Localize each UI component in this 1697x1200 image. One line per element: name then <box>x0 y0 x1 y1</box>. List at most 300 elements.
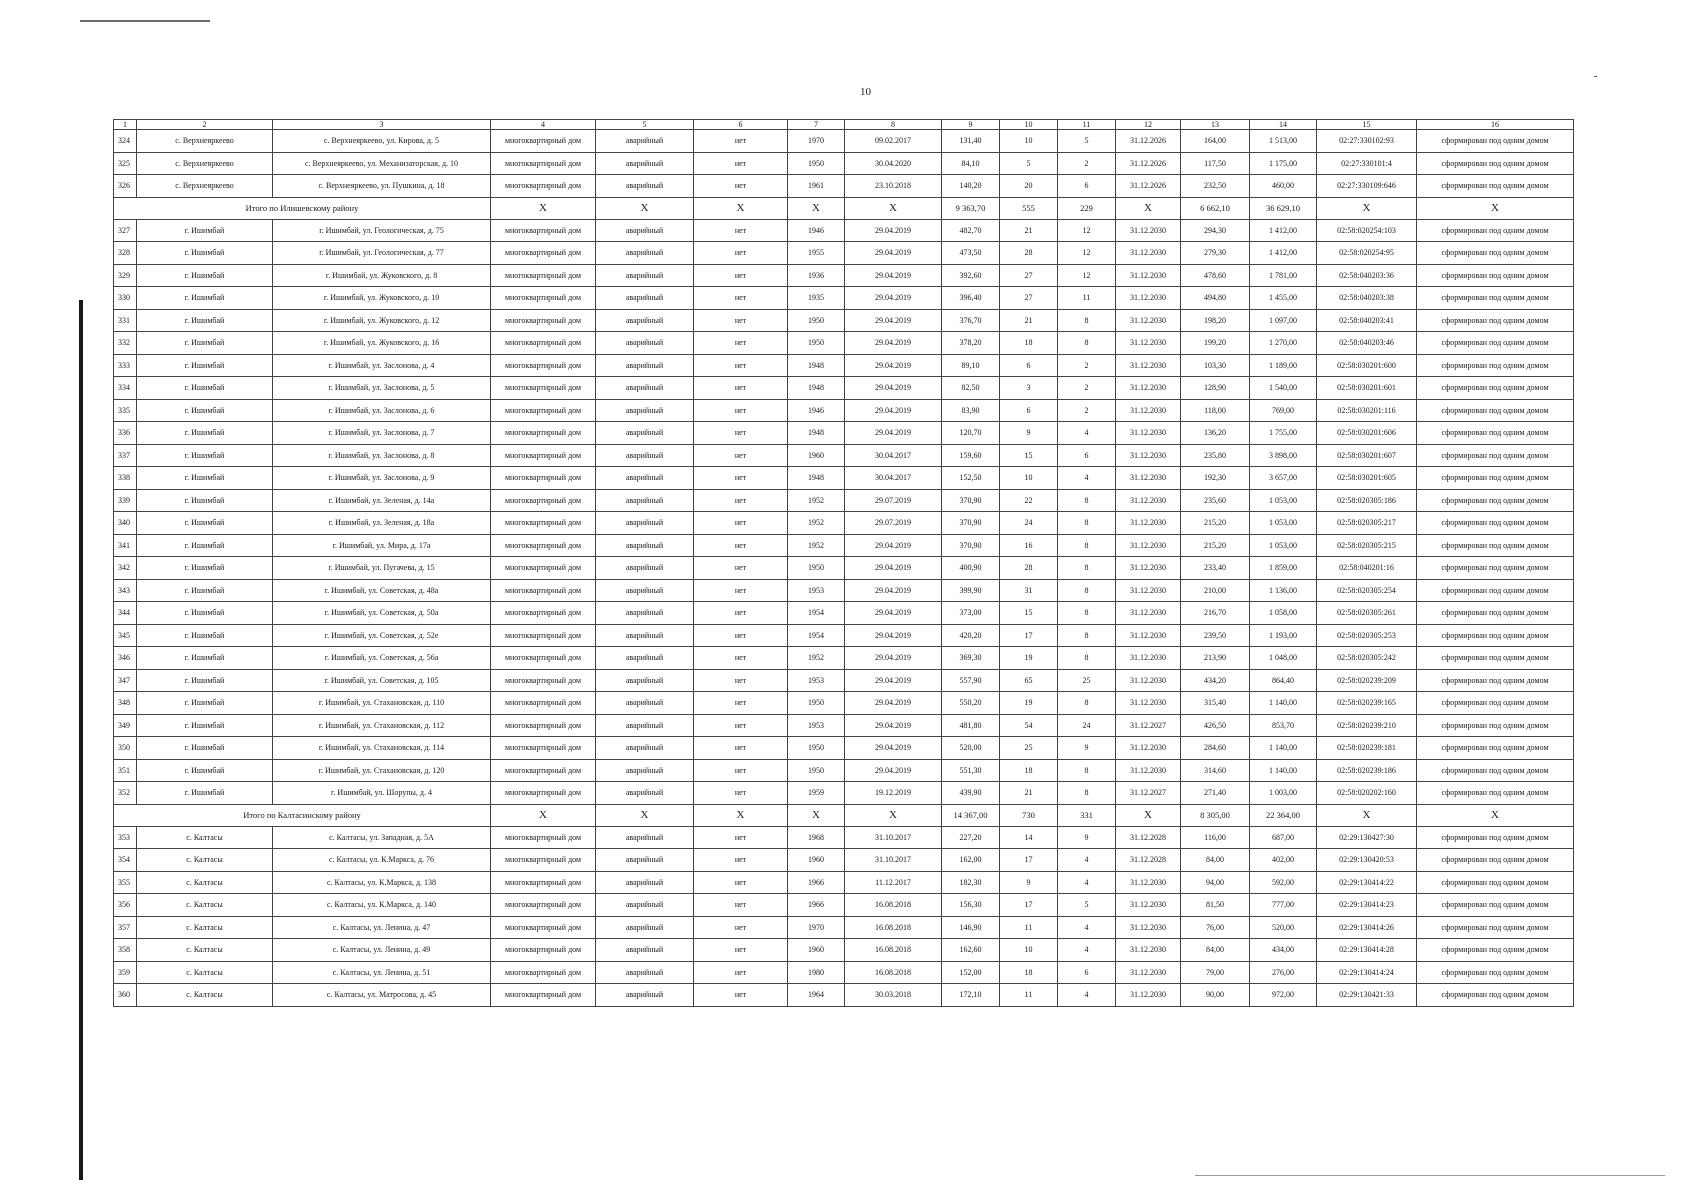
table-cell: 6 <box>1058 444 1116 467</box>
table-cell: 29.04.2019 <box>845 534 942 557</box>
table-cell: 315,40 <box>1181 692 1250 715</box>
table-cell: 972,00 <box>1250 984 1317 1007</box>
table-row <box>114 961 1574 984</box>
table-cell: многоквартирный дом <box>491 557 596 580</box>
table-cell: сформирован под одним домом <box>1417 399 1574 422</box>
table-cell: нет <box>694 309 788 332</box>
table-cell: с. Верхнеяркеево, ул. Пушкина, д. 18 <box>273 175 491 198</box>
table-cell: г. Ишимбай, ул. Шорупы, д. 4 <box>273 782 491 805</box>
table-cell: г. Ишимбай, ул. Жуковского, д. 16 <box>273 332 491 355</box>
table-cell: аварийный <box>596 219 694 242</box>
table-cell: 116,00 <box>1181 826 1250 849</box>
table-cell: многоквартирный дом <box>491 916 596 939</box>
table-cell: сформирован под одним домом <box>1417 332 1574 355</box>
row-number-cell: 324 <box>114 130 137 153</box>
table-cell: 235,60 <box>1181 489 1250 512</box>
table-cell: многоквартирный дом <box>491 422 596 445</box>
table-cell: 1960 <box>788 939 845 962</box>
table-cell: 1 097,00 <box>1250 309 1317 332</box>
table-cell: с. Верхнеяркеево <box>137 130 273 153</box>
row-number-cell: 351 <box>114 759 137 782</box>
table-cell: 31.12.2026 <box>1116 152 1181 175</box>
table-cell: 172,10 <box>942 984 1000 1007</box>
table-cell: многоквартирный дом <box>491 961 596 984</box>
table-cell: 4 <box>1058 467 1116 490</box>
row-number-cell: 330 <box>114 287 137 310</box>
table-cell: 592,00 <box>1250 871 1317 894</box>
table-cell: 25 <box>1000 737 1058 760</box>
table-cell: аварийный <box>596 489 694 512</box>
table-cell: нет <box>694 624 788 647</box>
row-number-cell: 352 <box>114 782 137 805</box>
table-cell: 12 <box>1058 219 1116 242</box>
table-cell: 29.04.2019 <box>845 579 942 602</box>
table-cell: 239,50 <box>1181 624 1250 647</box>
table-cell: 29.04.2019 <box>845 422 942 445</box>
table-cell: г. Ишимбай <box>137 557 273 580</box>
table-cell: г. Ишимбай <box>137 624 273 647</box>
subtotal-x-cell: X <box>1317 804 1417 826</box>
table-cell: аварийный <box>596 175 694 198</box>
table-row <box>114 782 1574 805</box>
table-cell: 4 <box>1058 984 1116 1007</box>
table-cell: нет <box>694 422 788 445</box>
table-cell: 02:58:040203:38 <box>1317 287 1417 310</box>
table-cell: 11.12.2017 <box>845 871 942 894</box>
row-number-cell: 350 <box>114 737 137 760</box>
table-cell: 31.12.2030 <box>1116 332 1181 355</box>
table-cell: многоквартирный дом <box>491 130 596 153</box>
table-cell: нет <box>694 602 788 625</box>
table-cell: 1 412,00 <box>1250 242 1317 265</box>
table-cell: 1970 <box>788 130 845 153</box>
table-cell: 420,20 <box>942 624 1000 647</box>
table-cell: 434,20 <box>1181 669 1250 692</box>
table-cell: с. Калтасы, ул. Ленина, д. 51 <box>273 961 491 984</box>
header-cell: 2 <box>137 120 273 130</box>
table-cell: 31.12.2030 <box>1116 557 1181 580</box>
table-cell: сформирован под одним домом <box>1417 961 1574 984</box>
header-cell: 5 <box>596 120 694 130</box>
table-cell: аварийный <box>596 332 694 355</box>
table-cell: нет <box>694 534 788 557</box>
subtotal-sum-cell: 36 629,10 <box>1250 197 1317 219</box>
table-cell: 31.12.2030 <box>1116 737 1181 760</box>
table-cell: 2 <box>1058 377 1116 400</box>
table-cell: аварийный <box>596 714 694 737</box>
table-cell: аварийный <box>596 849 694 872</box>
table-cell: 8 <box>1058 309 1116 332</box>
table-row <box>114 130 1574 153</box>
table-cell: г. Ишимбай <box>137 489 273 512</box>
table-cell: г. Ишимбай <box>137 714 273 737</box>
table-cell: 1 412,00 <box>1250 219 1317 242</box>
table-cell: сформирован под одним домом <box>1417 782 1574 805</box>
table-cell: аварийный <box>596 354 694 377</box>
table-row <box>114 264 1574 287</box>
table-cell: 1952 <box>788 647 845 670</box>
table-cell: сформирован под одним домом <box>1417 422 1574 445</box>
table-cell: 1946 <box>788 219 845 242</box>
table-cell: 1948 <box>788 422 845 445</box>
table-cell: 314,60 <box>1181 759 1250 782</box>
table-cell: многоквартирный дом <box>491 984 596 1007</box>
table-cell: 1964 <box>788 984 845 1007</box>
table-cell: 4 <box>1058 849 1116 872</box>
table-cell: аварийный <box>596 399 694 422</box>
table-cell: г. Ишимбай, ул. Заслонова, д. 8 <box>273 444 491 467</box>
table-cell: аварийный <box>596 377 694 400</box>
table-cell: многоквартирный дом <box>491 714 596 737</box>
table-cell: 31.12.2030 <box>1116 489 1181 512</box>
table-cell: 192,30 <box>1181 467 1250 490</box>
table-cell: 1948 <box>788 377 845 400</box>
table-cell: 30.04.2020 <box>845 152 942 175</box>
table-cell: 90,00 <box>1181 984 1250 1007</box>
table-cell: г. Ишимбай <box>137 669 273 692</box>
table-cell: 494,80 <box>1181 287 1250 310</box>
table-cell: 02:58:020305:217 <box>1317 512 1417 535</box>
table-cell: 17 <box>1000 849 1058 872</box>
table-cell: 460,00 <box>1250 175 1317 198</box>
table-cell: многоквартирный дом <box>491 309 596 332</box>
header-cell: 6 <box>694 120 788 130</box>
row-number-cell: 341 <box>114 534 137 557</box>
table-cell: 31.12.2027 <box>1116 714 1181 737</box>
table-cell: 2 <box>1058 354 1116 377</box>
table-cell: 29.04.2019 <box>845 737 942 760</box>
table-row <box>114 737 1574 760</box>
table-cell: 520,00 <box>1250 916 1317 939</box>
table-cell: 482,70 <box>942 219 1000 242</box>
row-number-cell: 358 <box>114 939 137 962</box>
table-cell: 1 859,00 <box>1250 557 1317 580</box>
subtotal-x-cell: X <box>1417 197 1574 219</box>
table-cell: 02:58:030201:605 <box>1317 467 1417 490</box>
table-cell: 65 <box>1000 669 1058 692</box>
table-cell: 6 <box>1000 354 1058 377</box>
table-cell: 1948 <box>788 354 845 377</box>
table-cell: 1 136,00 <box>1250 579 1317 602</box>
table-cell: 210,00 <box>1181 579 1250 602</box>
table-cell: 31.12.2030 <box>1116 422 1181 445</box>
table-cell: 378,20 <box>942 332 1000 355</box>
table-cell: аварийный <box>596 939 694 962</box>
table-cell: г. Ишимбай, ул. Стахановская, д. 112 <box>273 714 491 737</box>
table-cell: 1950 <box>788 309 845 332</box>
table-cell: г. Ишимбай, ул. Жуковского, д. 8 <box>273 264 491 287</box>
table-cell: 29.07.2019 <box>845 489 942 512</box>
table-cell: аварийный <box>596 287 694 310</box>
table-cell: 22 <box>1000 489 1058 512</box>
table-cell: 84,10 <box>942 152 1000 175</box>
table-cell: 1952 <box>788 534 845 557</box>
table-cell: 29.04.2019 <box>845 647 942 670</box>
table-cell: 29.04.2019 <box>845 219 942 242</box>
table-cell: аварийный <box>596 467 694 490</box>
table-cell: г. Ишимбай <box>137 287 273 310</box>
table-cell: 31.12.2030 <box>1116 377 1181 400</box>
row-number-cell: 331 <box>114 309 137 332</box>
header-cell: 13 <box>1181 120 1250 130</box>
table-cell: 30.04.2017 <box>845 444 942 467</box>
table-cell: 20 <box>1000 175 1058 198</box>
table-cell: многоквартирный дом <box>491 669 596 692</box>
table-cell: нет <box>694 692 788 715</box>
table-row <box>114 399 1574 422</box>
table-cell: аварийный <box>596 512 694 535</box>
table-row <box>114 489 1574 512</box>
bottom-rule <box>1195 1175 1665 1176</box>
table-cell: многоквартирный дом <box>491 624 596 647</box>
table-cell: сформирован под одним домом <box>1417 534 1574 557</box>
table-cell: с. Калтасы, ул. Ленина, д. 47 <box>273 916 491 939</box>
table-row <box>114 871 1574 894</box>
subtotal-area2-cell: 6 662,10 <box>1181 197 1250 219</box>
table-cell: многоквартирный дом <box>491 175 596 198</box>
subtotal-x-cell: X <box>491 804 596 826</box>
table-cell: 235,80 <box>1181 444 1250 467</box>
table-cell: сформирован под одним домом <box>1417 602 1574 625</box>
table-cell: с. Калтасы <box>137 871 273 894</box>
table-cell: 16.08.2018 <box>845 894 942 917</box>
row-number-cell: 326 <box>114 175 137 198</box>
table-cell: аварийный <box>596 152 694 175</box>
table-cell: 4 <box>1058 916 1116 939</box>
table-cell: 551,30 <box>942 759 1000 782</box>
table-cell: 520,00 <box>942 737 1000 760</box>
table-cell: 29.04.2019 <box>845 624 942 647</box>
row-number-cell: 329 <box>114 264 137 287</box>
table-cell: 02:58:020305:242 <box>1317 647 1417 670</box>
table-cell: 1 513,00 <box>1250 130 1317 153</box>
table-cell: 1960 <box>788 444 845 467</box>
table-cell: 1952 <box>788 489 845 512</box>
table-cell: г. Ишимбай, ул. Зеленая, д. 18а <box>273 512 491 535</box>
row-number-cell: 347 <box>114 669 137 692</box>
table-cell: г. Ишимбай <box>137 264 273 287</box>
table-cell: нет <box>694 219 788 242</box>
table-cell: аварийный <box>596 264 694 287</box>
table-cell: нет <box>694 354 788 377</box>
table-cell: 30.04.2017 <box>845 467 942 490</box>
table-cell: 481,80 <box>942 714 1000 737</box>
table-cell: 1950 <box>788 692 845 715</box>
table-cell: нет <box>694 984 788 1007</box>
table-cell: г. Ишимбай <box>137 647 273 670</box>
table-cell: сформирован под одним домом <box>1417 467 1574 490</box>
table-cell: 02:29:130414:22 <box>1317 871 1417 894</box>
table-cell: 1950 <box>788 332 845 355</box>
table-cell: аварийный <box>596 759 694 782</box>
table-cell: с. Верхнеяркеево, ул. Кирова, д. 5 <box>273 130 491 153</box>
table-cell: г. Ишимбай <box>137 737 273 760</box>
table-cell: 216,70 <box>1181 602 1250 625</box>
table-cell: 227,20 <box>942 826 1000 849</box>
row-number-cell: 359 <box>114 961 137 984</box>
table-cell: 118,00 <box>1181 399 1250 422</box>
table-cell: нет <box>694 647 788 670</box>
table-cell: нет <box>694 512 788 535</box>
table-cell: 24 <box>1000 512 1058 535</box>
subtotal-rooms-cell: 229 <box>1058 197 1116 219</box>
table-cell: многоквартирный дом <box>491 242 596 265</box>
table-cell: 370,90 <box>942 512 1000 535</box>
table-cell: аварийный <box>596 916 694 939</box>
table-cell: г. Ишимбай, ул. Мира, д. 17а <box>273 534 491 557</box>
table-cell: 156,30 <box>942 894 1000 917</box>
table-cell: с. Калтасы <box>137 984 273 1007</box>
table-cell: 11 <box>1000 916 1058 939</box>
table-cell: 31.12.2030 <box>1116 287 1181 310</box>
table-cell: 29.04.2019 <box>845 354 942 377</box>
table-cell: многоквартирный дом <box>491 489 596 512</box>
table-row <box>114 467 1574 490</box>
table-cell: 199,20 <box>1181 332 1250 355</box>
table-cell: 1 175,00 <box>1250 152 1317 175</box>
table-row <box>114 602 1574 625</box>
table-cell: 769,00 <box>1250 399 1317 422</box>
header-cell: 16 <box>1417 120 1574 130</box>
table-cell: сформирован под одним домом <box>1417 219 1574 242</box>
table-cell: 152,00 <box>942 961 1000 984</box>
table-cell: г. Ишимбай <box>137 332 273 355</box>
table-cell: 29.04.2019 <box>845 557 942 580</box>
table-cell: г. Ишимбай, ул. Заслонова, д. 6 <box>273 399 491 422</box>
table-row <box>114 579 1574 602</box>
table-cell: аварийный <box>596 579 694 602</box>
table-cell: 02:58:040203:36 <box>1317 264 1417 287</box>
table-cell: 29.04.2019 <box>845 714 942 737</box>
table-cell: 370,90 <box>942 534 1000 557</box>
table-cell: 02:58:020239:186 <box>1317 759 1417 782</box>
table-cell: 1 140,00 <box>1250 737 1317 760</box>
table-cell: нет <box>694 444 788 467</box>
table-cell: 1 053,00 <box>1250 489 1317 512</box>
table-cell: 864,40 <box>1250 669 1317 692</box>
table-cell: 02:27:330101:4 <box>1317 152 1417 175</box>
table-cell: многоквартирный дом <box>491 602 596 625</box>
table-cell: 29.04.2019 <box>845 759 942 782</box>
table-cell: 1 140,00 <box>1250 759 1317 782</box>
subtotal-x-cell: X <box>694 197 788 219</box>
table-cell: нет <box>694 826 788 849</box>
table-cell: 152,50 <box>942 467 1000 490</box>
table-cell: 8 <box>1058 557 1116 580</box>
table-cell: 215,20 <box>1181 534 1250 557</box>
table-cell: аварийный <box>596 737 694 760</box>
table-cell: 29.07.2019 <box>845 512 942 535</box>
table-cell: 02:58:020305:261 <box>1317 602 1417 625</box>
table-cell: нет <box>694 489 788 512</box>
table-cell: 6 <box>1058 175 1116 198</box>
table-cell: нет <box>694 287 788 310</box>
table-cell: 84,00 <box>1181 939 1250 962</box>
table-cell: 294,30 <box>1181 219 1250 242</box>
table-cell: аварийный <box>596 782 694 805</box>
table-cell: многоквартирный дом <box>491 534 596 557</box>
table-cell: 1950 <box>788 152 845 175</box>
header-cell: 1 <box>114 120 137 130</box>
table-cell: 2 <box>1058 399 1116 422</box>
row-number-cell: 353 <box>114 826 137 849</box>
table-cell: 1 058,00 <box>1250 602 1317 625</box>
table-cell: г. Ишимбай, ул. Заслонова, д. 5 <box>273 377 491 400</box>
table-cell: 02:58:020254:103 <box>1317 219 1417 242</box>
table-cell: сформирован под одним домом <box>1417 894 1574 917</box>
table-row <box>114 826 1574 849</box>
row-number-cell: 342 <box>114 557 137 580</box>
table-cell: аварийный <box>596 602 694 625</box>
table-cell: г. Ишимбай, ул. Стахановская, д. 120 <box>273 759 491 782</box>
table-cell: сформирован под одним домом <box>1417 512 1574 535</box>
table-cell: 120,70 <box>942 422 1000 445</box>
table-cell: аварийный <box>596 309 694 332</box>
table-cell: 11 <box>1058 287 1116 310</box>
table-cell: 83,90 <box>942 399 1000 422</box>
table-cell: 02:58:020254:95 <box>1317 242 1417 265</box>
row-number-cell: 348 <box>114 692 137 715</box>
table-cell: 213,90 <box>1181 647 1250 670</box>
table-cell: 117,50 <box>1181 152 1250 175</box>
table-cell: сформирован под одним домом <box>1417 826 1574 849</box>
table-cell: с. Калтасы <box>137 894 273 917</box>
subtotal-x-cell: X <box>788 197 845 219</box>
table-cell: нет <box>694 916 788 939</box>
page-number: 10 <box>860 86 871 98</box>
header-cell: 12 <box>1116 120 1181 130</box>
table-cell: многоквартирный дом <box>491 354 596 377</box>
table-cell: 31.12.2030 <box>1116 467 1181 490</box>
row-number-cell: 325 <box>114 152 137 175</box>
table-cell: 15 <box>1000 602 1058 625</box>
table-cell: сформирован под одним домом <box>1417 737 1574 760</box>
table-cell: 31.12.2026 <box>1116 130 1181 153</box>
table-cell: 16.08.2018 <box>845 916 942 939</box>
table-cell: сформирован под одним домом <box>1417 916 1574 939</box>
table-cell: нет <box>694 714 788 737</box>
table-cell: 392,60 <box>942 264 1000 287</box>
table-cell: 9 <box>1000 871 1058 894</box>
table-cell: 28 <box>1000 242 1058 265</box>
header-cell: 14 <box>1250 120 1317 130</box>
table-cell: 19 <box>1000 647 1058 670</box>
table-cell: 31.12.2030 <box>1116 579 1181 602</box>
table-cell: многоквартирный дом <box>491 287 596 310</box>
table-cell: 12 <box>1058 264 1116 287</box>
table-cell: сформирован под одним домом <box>1417 624 1574 647</box>
table-cell: с. Верхнеяркеево, ул. Механизаторская, д. 10 <box>273 152 491 175</box>
table-row <box>114 332 1574 355</box>
table-row <box>114 422 1574 445</box>
table-cell: 478,60 <box>1181 264 1250 287</box>
table-cell: 02:58:030201:606 <box>1317 422 1417 445</box>
table-cell: 02:58:020202:160 <box>1317 782 1417 805</box>
table-cell: многоквартирный дом <box>491 894 596 917</box>
table-cell: с. Калтасы, ул. Ленина, д. 49 <box>273 939 491 962</box>
table-cell: 81,50 <box>1181 894 1250 917</box>
table-row <box>114 377 1574 400</box>
table-cell: 31.10.2017 <box>845 849 942 872</box>
table-cell: 31.12.2028 <box>1116 826 1181 849</box>
table-cell: 1 048,00 <box>1250 647 1317 670</box>
table-cell: 557,90 <box>942 669 1000 692</box>
table-cell: 1968 <box>788 826 845 849</box>
subtotal-row <box>114 804 1574 826</box>
table-cell: 02:58:020239:181 <box>1317 737 1417 760</box>
table-cell: 19.12.2019 <box>845 782 942 805</box>
table-cell: 02:58:030201:116 <box>1317 399 1417 422</box>
